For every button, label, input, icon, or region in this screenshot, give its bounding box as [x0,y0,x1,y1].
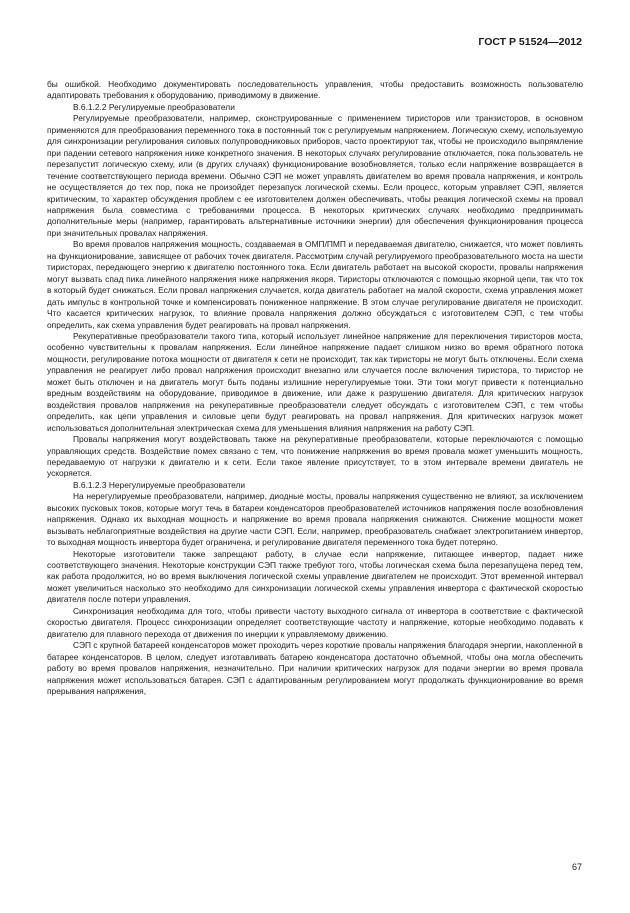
paragraph: Некоторые изготовители также запрещают работу, в случае если напряжение, питающее инвертор, падает ниже соответствующего значения. Некоторые конструкции СЭП также требуют того, чтобы логическая схема была перезапущена перед тем, как работа продолжится, но во время выключения логической схемы управление двигателем не происходит. Этот временной интервал может увеличиться насколько это необходимо для синхронизации логической схемы управления инвертора с фактической скоростью двигателя после потери управления. [47,548,583,605]
section-heading-regulated: В.6.1.2.2 Регулируемые преобразователи [73,101,235,112]
paragraph-continuation: бы ошибкой. Необходимо документировать последовательность управления, чтобы предоставить возможность пользователю адаптировать требования к оборудованию, приводимому в движение. [47,79,583,101]
paragraph: Синхронизация необходима для того, чтобы привести частоту выходного сигнала от инвертора в соответствие с фактической скоростью двигателя. Процесс синхронизации определяет соответствующие частоту и напряжение, которые необходимо подавать к двигателю для плавного перехода от движения по инерции к управляемому движению. [47,605,583,639]
document-body [47,79,583,697]
page-number: 67 [571,862,582,872]
section-heading-unregulated: В.6.1.2.3 Нерегулируемые преобразователи [73,479,246,490]
paragraph: СЭП с крупной батареей конденсаторов может проходить через короткие провалы напряжения благодаря энергии, накопленной в батарее конденсаторов. В целом, следует изготавливать батарею конденсатора достаточно объемной, чтобы она могла обеспечить работу во время провалов напряжения, незначительно. При наличии критических нагрузок для подачи энергии во время провала напряжения может использоваться батарея. СЭП с адаптированным регулированием могут продолжать функционирование во время прерывания напряжения, [47,640,583,697]
paragraph: Регулируемые преобразователи, например, сконструированные с применением тиристоров или транзисторов, в основном применяются для преобразования переменного тока в постоянный ток с регулируемым напряжением. Логическую схему, используемую для синхронизации регулирования силовых полупроводниковых приборов, часто проектируют так, чтобы не происходило выпрямление при падении сетевого напряжения ниже конкретного значения. В некоторых случаях регулирование отключается, пока пользователь не перезапустит логическую схему, или (в других случаях) функционирование возобновляется, только если напряжение возвращается в течение соответствующего периода времени. Обычно СЭП не может управлять двигателем во время провала напряжения, и контроль не осуществляется до тех пор, пока не произойдет перезапуск логической схемы. Если процесс, которым управляет СЭП, является критическим, то характер обсуждения проблем с ее изготовителем должен обеспечивать, чтобы реакция логической схемы на провал напряжения была совместима с требованиями процесса. В некоторых критических случаях необходимо предпринимать дополнительные меры (например, гарантировать альтернативные источники энергии) для обеспечения функционирования процесса при значительных провалах напряжения. [47,113,583,238]
paragraph: Во время провалов напряжения мощность, создаваемая в ОМП/ПМП и передаваемая двигателю, снижается, что может повлиять на функционирование, зависящее от рабочих точек двигателя. Рассмотрим случай регулируемого преобразовательного моста на шести тиристорах, передающего энергию к двигателю постоянного тока. Если двигатель работает на высокой скорости, провалы напряжения могут вызвать спад пика линейного напряжения ниже напряжения якоря. Тиристоры отключаются с помощью якорной цепи, так что ток в который будет снижаться. Если провал напряжения случается, когда двигатель работает на малой скорости, схема управления может дать импульс в контрольной точке и компенсировать пониженное напряжение. В этом случае регулирование двигателя не происходит. Что касается критических нагрузок, то влияние провала напряжения должно обсуждаться с изготовителем СЭП, с тем чтобы определить, как схема управления будет реагировать на провал напряжения. [47,239,583,330]
paragraph: На нерегулируемые преобразователи, например, диодные мосты, провалы напряжения существенно не влияют, за исключением высоких пусковых токов, которые могут течь в батареи конденсаторов преобразователей источников напряжения после возобновления напряжения. Однако их выходная мощность и напряжение во время провала напряжения снижаются. Снижение мощности может вызывать неблагоприятные воздействия на другие части СЭП. Если, например, преобразователь снабжает электропитанием инвертор, то выходная мощность инвертора будет ограничена, и регулирование двигателя переменного тока будет потеряно. [47,491,583,548]
paragraph: Провалы напряжения могут воздействовать также на рекуперативные преобразователи, которые переключаются с помощью управляющих средств. Воздействие помех связано с тем, что понижение напряжения во время провала может уменьшить мощность, передаваемую от нагрузки к двигателю и к сети. Если такое явление присутствует, то в этом интервале времени двигатель не ускоряется. [47,434,583,479]
paragraph: Рекуперативные преобразователи такого типа, который использует линейное напряжение для переключения тиристоров моста, особенно чувствительны к провалам напряжения. Если линейное напряжение падает слишком низко во время обратного потока мощности, регулирование потока мощности от двигателя к сети не происходит, так как тиристоры не могут быть отключены. Если схема управления не реагирует либо провал напряжения происходит внезапно или случается после включения тиристора, то тиристор не может быть отключен и на двигатель могут быть поданы излишние нерегулируемые токи. Эти токи могут привести к потенциально вредным воздействиям на оборудование, приводимое в движение, или даже к разрушению двигателя. Для критических нагрузок воздействия провалов напряжения на рекуперативные преобразователи следует обсуждать с изготовителем СЭП, с тем чтобы определить, как цепи управления и силовые цепи будут реагировать на провал напряжения. Для критических нагрузок может использоваться дополнительная электрическая схема для уменьшения влияния напряжения на работу СЭП. [47,330,583,433]
document-code-header: ГОСТ Р 51524—2012 [478,36,582,48]
